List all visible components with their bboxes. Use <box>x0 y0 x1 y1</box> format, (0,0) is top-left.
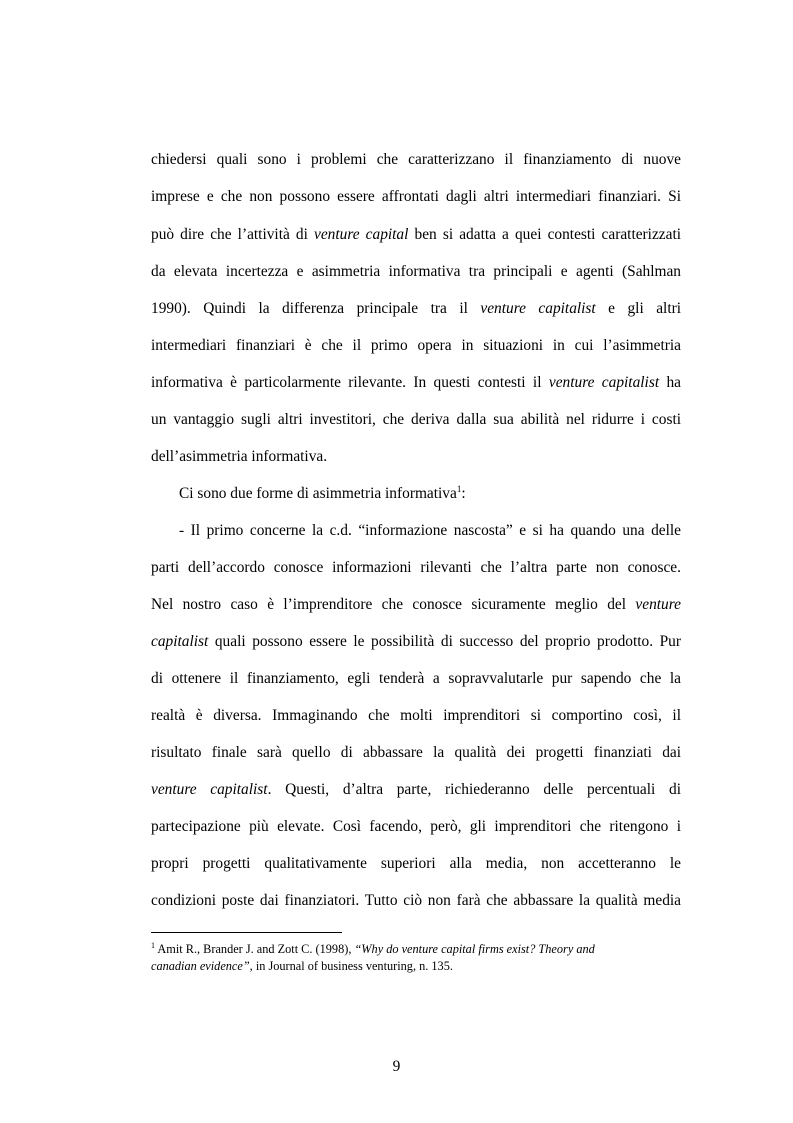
footnote-title: “Why do venture capital firms exist? Theory and <box>354 942 595 956</box>
body-line: Ci sono due forme di asimmetria informativa$^1$: <box>179 484 466 502</box>
italic-term: capitalist <box>151 633 209 650</box>
footnote-line: canadian evidence”, in Journal of business venturing, n. 135. <box>151 959 453 973</box>
body-line: - Il primo concerne la c.d. “informazione nascosta” e si ha quando una delle <box>179 522 681 539</box>
body-line: parti dell’accordo conosce informazioni rilevanti che l’altra parte non conosce. <box>151 559 681 576</box>
italic-term: venture capital <box>313 226 409 243</box>
body-line: 1990). Quindi la differenza principale tra il venture capitalist e gli altri <box>151 300 681 317</box>
italic-term: venture <box>635 596 681 613</box>
body-line: da elevata incertezza e asimmetria informativa tra principali e agenti (Sahlman <box>151 263 681 280</box>
body-line: venture capitalist. Questi, d’altra parte, richiederanno delle percentuali di <box>151 781 681 798</box>
footnote-number: 1 <box>151 941 155 950</box>
body-line: informativa è particolarmente rilevante. In questi contesti il venture capitalist ha <box>151 374 682 391</box>
footnote-reference[interactable]: 1 <box>456 484 462 494</box>
body-line: capitalist quali possono essere le possibilità di successo del proprio prodotto. Pur <box>151 633 681 650</box>
body-line: un vantaggio sugli altri investitori, che deriva dalla sua abilità nel ridurre i costi <box>151 411 681 428</box>
body-line: realtà è diversa. Immaginando che molti imprenditori si comportino così, il <box>151 707 681 724</box>
body-line: condizioni poste dai finanziatori. Tutto ciò non farà che abbassare la qualità media <box>151 892 681 909</box>
body-line: propri progetti qualitativamente superiori alla media, non accetteranno le <box>151 855 681 872</box>
body-line: può dire che l’attività di venture capital ben si adatta a quei contesti caratterizzati <box>151 226 681 243</box>
body-line: risultato finale sarà quello di abbassare la qualità dei progetti finanziati dai <box>151 744 681 761</box>
body-line: intermediari finanziari è che il primo opera in situazioni in cui l’asimmetria <box>151 337 681 354</box>
footnote-line: $^1$ Amit R., Brander J. and Zott C. (1998), “Why do venture capital firms exist? Theory and <box>151 941 595 956</box>
footnote-title: canadian evidence”, <box>151 959 253 973</box>
body-line: chiedersi quali sono i problemi che caratterizzano il finanziamento di nuove <box>151 151 681 168</box>
body-line: Nel nostro caso è l’imprenditore che conosce sicuramente meglio del venture <box>151 596 681 613</box>
italic-term: venture capitalist <box>548 374 660 391</box>
footnote-separator <box>151 932 342 933</box>
italic-term: venture capitalist <box>151 781 268 798</box>
page-number: 9 <box>392 1058 401 1075</box>
italic-term: venture capitalist <box>480 300 596 317</box>
body-line: di ottenere il finanziamento, egli tenderà a sopravvalutarle pur sapendo che la <box>151 670 681 687</box>
body-line: imprese e che non possono essere affrontati dagli altri intermediari finanziari. Si <box>151 188 681 205</box>
body-line: partecipazione più elevate. Così facendo, però, gli imprenditori che ritengono i <box>151 818 681 835</box>
body-line: dell’asimmetria informativa. <box>151 448 328 465</box>
